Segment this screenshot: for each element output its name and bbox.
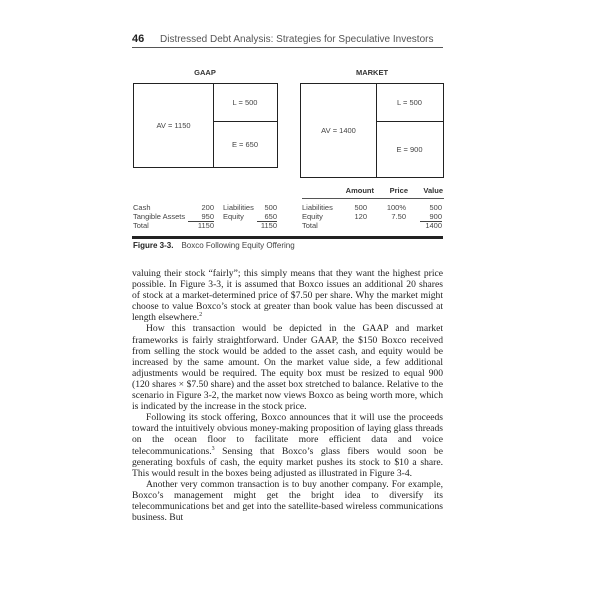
book-title: Distressed Debt Analysis: Strategies for Speculative Investors: [160, 34, 434, 45]
footnote-ref: 2: [199, 312, 203, 319]
gaap-row-label: Liabilities: [223, 203, 254, 212]
market-row-amount: 120: [354, 212, 367, 221]
paragraph: [132, 268, 443, 323]
market-header-amount: Amount: [345, 186, 374, 195]
market-row-amount: 500: [354, 203, 367, 212]
gaap-equity-box: [213, 121, 277, 167]
market-row-label: Equity: [302, 212, 323, 221]
market-liab-value: L = 500: [397, 98, 422, 107]
running-header: [132, 33, 443, 48]
paragraph-text: Sensing that Boxco’s glass fibers would soon be generating boxfuls of cash, the equity market pushes its stock to $10 a share. This would result in the boxes being adjusted as illustrated in Figure 3-4.: [132, 445, 443, 479]
market-header-rule: [302, 198, 444, 199]
market-row-value: 1400: [425, 221, 442, 230]
market-asset-box: [301, 84, 377, 177]
gaap-label: GAAP: [194, 68, 216, 77]
market-row-value: 500: [429, 203, 442, 212]
market-row-price: 7.50: [391, 212, 406, 221]
gaap-row-label: Total: [133, 221, 149, 230]
paragraph: How this transaction would be depicted in the GAAP and market frameworks is fairly straightforward. Under GAAP, the $150 Boxco received from selling the stock would be added to the asset cash, and equity would be increased by the same amount. On the market value side, a few additional adjustments would be required. The equity box must be resized to equal 900 (120 shares × $7.50 share) and the asset box stretched to balance. Relative to the scenario in Figure 3-2, the market now views Boxco as being worth more, which is indicated by the increase in the stock price.: [132, 323, 443, 413]
gaap-row-value: 1150: [197, 221, 214, 230]
page-number: 46: [132, 33, 145, 45]
gaap-table: [133, 203, 283, 233]
paragraph-text: Following its stock offering, Boxco announces that it will use the proceeds toward the intuitively obvious money-making proposition of laying glass threads on the ocean floor to facilitate more efficient data and voice telecommunications.: [132, 412, 443, 457]
market-header-price: Price: [389, 186, 408, 195]
paragraph: Another very common transaction is to buy another company. For example, Boxco’s management might get the bright idea to diversify its telecommunications bet and get into the satellite-based wireless communications business. But: [132, 478, 443, 524]
market-row-price: 100%: [386, 203, 406, 212]
gaap-equity-value: E = 650: [231, 139, 259, 149]
market-equity-box: [376, 121, 443, 177]
caption-number: Figure 3-3.: [133, 241, 174, 250]
gaap-row-label: Tangible Assets: [133, 212, 186, 221]
market-liab-box: [376, 84, 443, 122]
market-label: MARKET: [355, 68, 389, 77]
market-row-label: Liabilities: [302, 203, 333, 212]
caption-text: Boxco Following Equity Offering: [181, 241, 295, 250]
gaap-liab-box: [213, 84, 277, 122]
market-row-value: 900: [420, 212, 442, 222]
market-balance-box: [300, 83, 444, 178]
market-equity-value: E = 900: [396, 144, 423, 154]
market-header-value: Value: [423, 186, 443, 195]
gaap-row-value: 1150: [260, 221, 277, 230]
body-text: [132, 268, 443, 523]
gaap-asset-box: [134, 84, 214, 167]
figure-caption: [133, 241, 295, 250]
gaap-liab-value: L = 500: [232, 98, 258, 107]
paragraph: [132, 412, 443, 479]
gaap-row-label: Cash: [133, 203, 151, 212]
figure-rule: [132, 236, 443, 239]
gaap-row-value: 950: [188, 212, 214, 222]
gaap-row-value: 500: [264, 203, 277, 212]
market-row-label: Total: [302, 221, 318, 230]
gaap-balance-box: [133, 83, 278, 168]
gaap-row-value: 200: [201, 203, 214, 212]
market-asset-value: AV = 1400: [321, 126, 356, 135]
market-table: [302, 186, 444, 234]
gaap-asset-value: AV = 1150: [156, 121, 191, 130]
paragraph-text: valuing their stock “fairly”; this simply means that they want the highest price possible. In Figure 3-3, it is assumed that Boxco issues an additional 20 shares of stock at a market-determined price of $7.50 per share. Why the market might choose to value Boxco’s stock at greater than book value has been discussed at length elsewhere.: [132, 268, 443, 324]
gaap-row-label: Equity: [223, 212, 244, 221]
gaap-row-value: 650: [257, 212, 277, 222]
footnote-ref: 3: [211, 445, 215, 452]
